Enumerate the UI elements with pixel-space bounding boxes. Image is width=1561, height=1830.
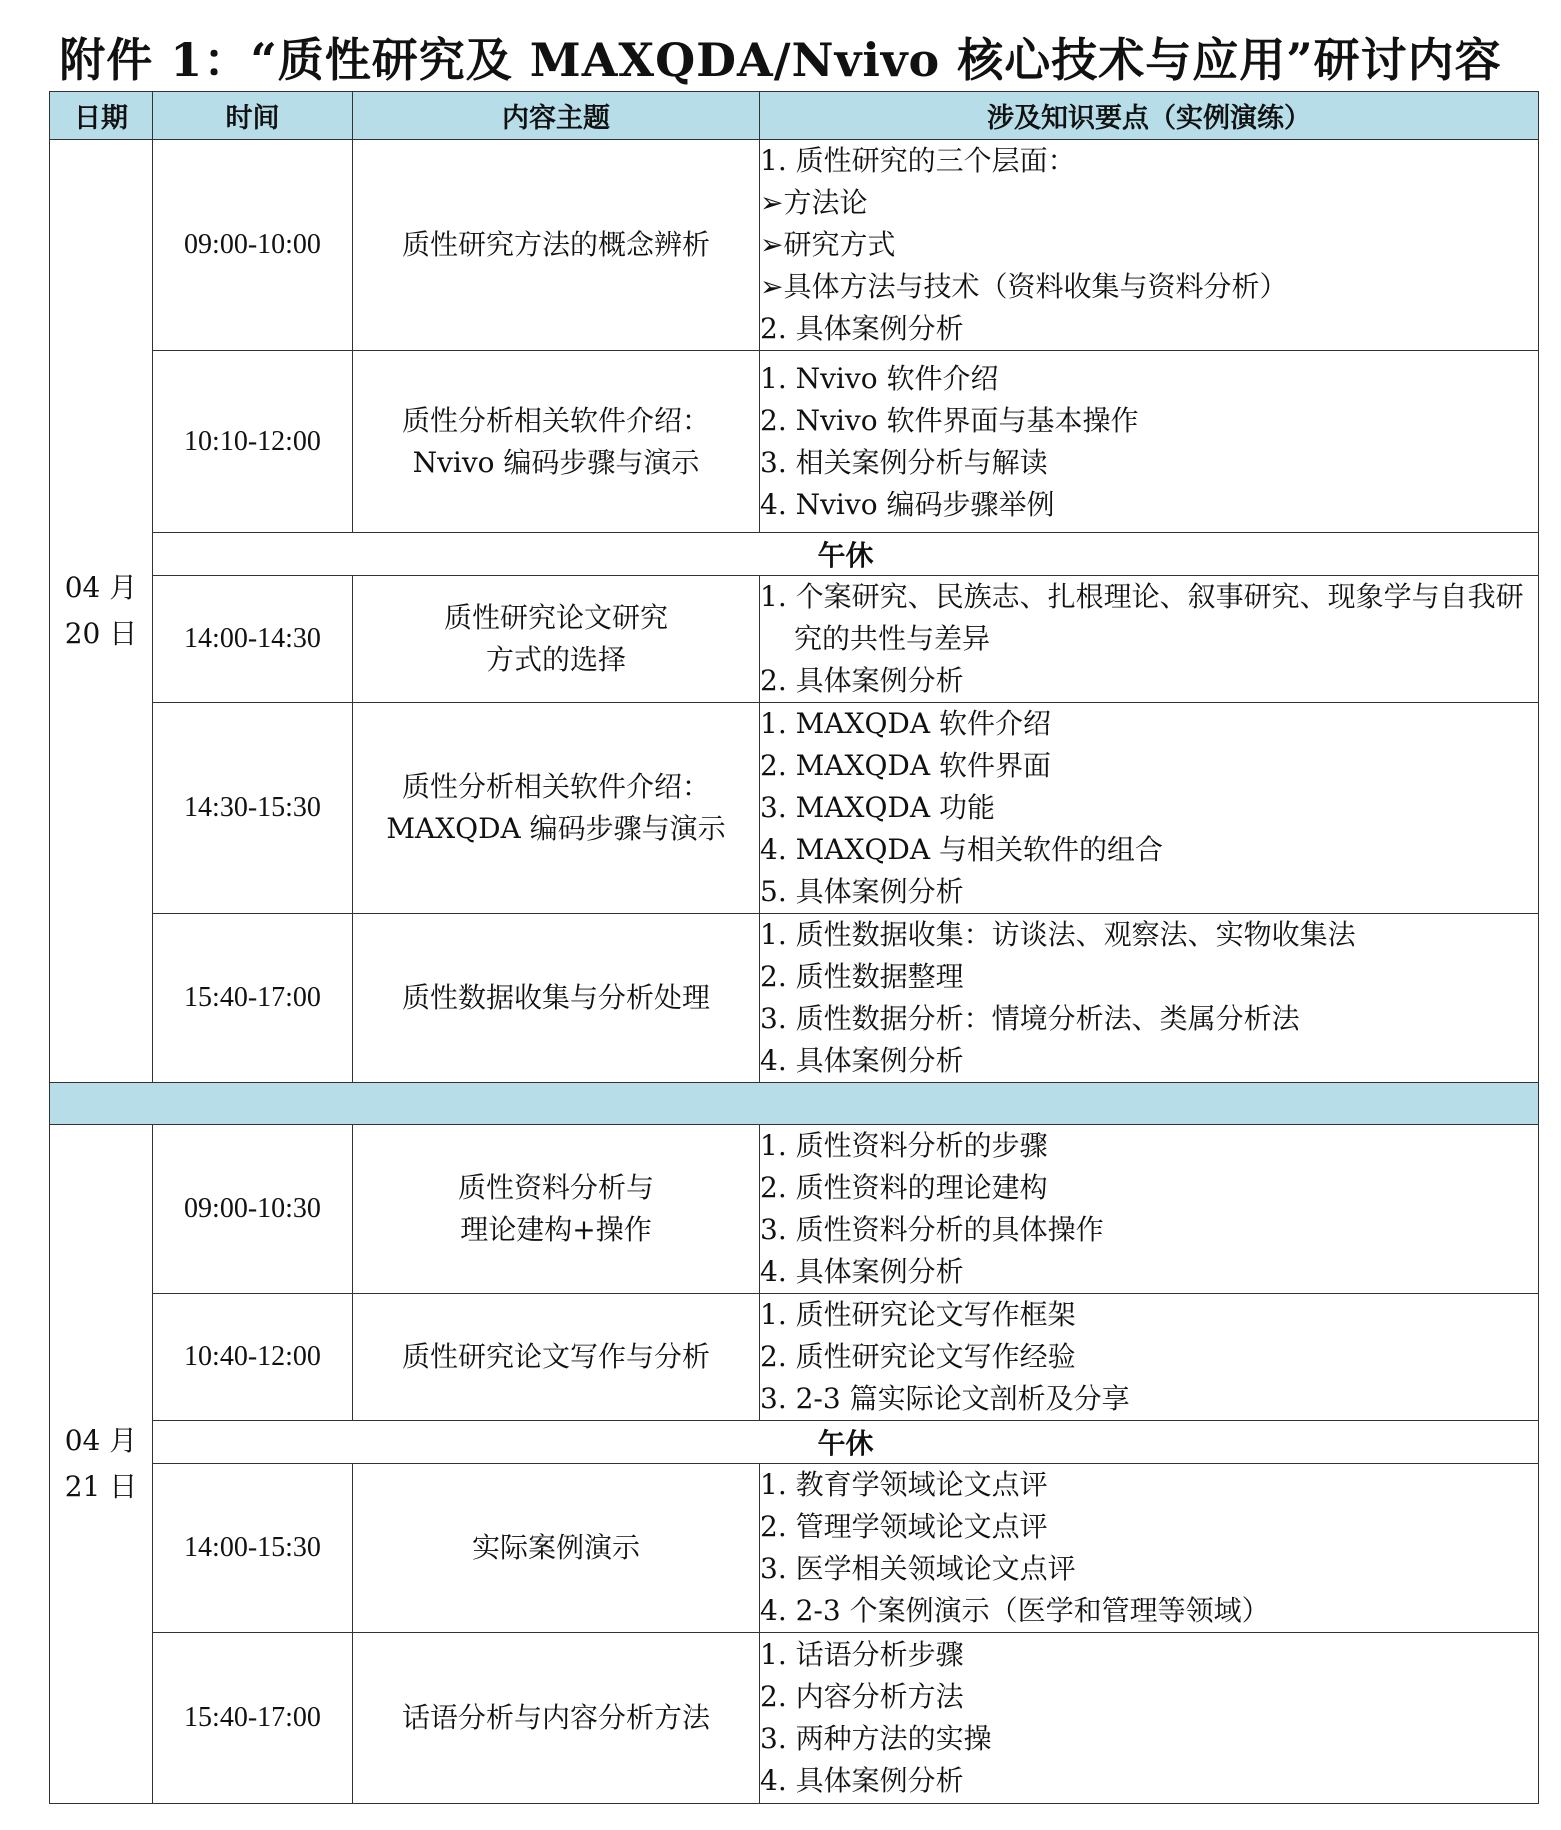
point-item: 4. 2-3 个案例演示（医学和管理等领域） [760,1594,1270,1627]
topic-line: 理论建构+操作 [460,1213,652,1246]
session-time: 09:00-10:30 [153,1125,353,1294]
session-points [760,1125,1539,1294]
header-date: 日期 [50,92,153,140]
session-points [760,576,1539,703]
topic-line: Nvivo 编码步骤与演示 [412,445,700,479]
point-item: 1. 个案研究、民族志、扎根理论、叙事研究、现象学与自我研究的共性与差异 [760,580,1524,655]
point-item: 4. 具体案例分析 [760,1044,964,1077]
point-item: 1. 教育学领域论文点评 [760,1468,1048,1501]
session-time: 09:00-10:00 [153,140,353,351]
point-item: 4. 具体案例分析 [760,1255,964,1288]
point-item: 1. 话语分析步骤 [760,1638,964,1671]
point-item: 3. 质性数据分析：情境分析法、类属分析法 [760,1002,1300,1035]
point-item: 3. 2-3 篇实际论文剖析及分享 [760,1382,1130,1415]
point-item: 4. MAXQDA 与相关软件的组合 [760,833,1163,866]
point-item: 3. 相关案例分析与解读 [760,445,1048,479]
break-row [50,1421,1539,1464]
topic-line: MAXQDA 编码步骤与演示 [386,812,726,845]
topic-line: 质性分析相关软件介绍： [401,770,710,803]
session-time: 10:10-12:00 [153,351,353,533]
lunch-break-label: 午休 [153,533,1539,576]
point-item: 1. Nvivo 软件介绍 [760,361,999,395]
session-time: 15:40-17:00 [153,1633,353,1804]
point-item: 3. 两种方法的实操 [760,1722,992,1755]
session-row [50,703,1539,914]
date-cell-day2 [50,1125,153,1804]
session-points [760,1294,1539,1421]
point-item: 3. 质性资料分析的具体操作 [760,1213,1104,1246]
topic-line: 质性资料分析与 [457,1171,654,1204]
point-item: 2. 质性数据整理 [760,960,964,993]
topic-line: 话语分析与内容分析方法 [401,1701,710,1734]
date-month: 04 月 [64,571,138,604]
point-item: 4. Nvivo 编码步骤举例 [760,487,1055,521]
session-row [50,576,1539,703]
session-time: 14:30-15:30 [153,703,353,914]
header-points: 涉及知识要点（实例演练） [760,92,1539,140]
session-points [760,1464,1539,1633]
point-item: 1. 质性研究论文写作框架 [760,1298,1076,1331]
header-row [50,92,1539,140]
session-time: 15:40-17:00 [153,914,353,1083]
session-topic [353,1125,760,1294]
header-time: 时间 [153,92,353,140]
point-item: 2. 质性资料的理论建构 [760,1171,1048,1204]
point-item: 1. 质性资料分析的步骤 [760,1129,1048,1162]
session-points [760,703,1539,914]
session-row [50,140,1539,351]
point-item: 4. 具体案例分析 [760,1764,964,1797]
session-topic [353,703,760,914]
session-points [760,140,1539,351]
page-title: 附件 1：“质性研究及 MAXQDA/Nvivo 核心技术与应用”研讨内容 [59,33,1502,87]
topic-line: 质性分析相关软件介绍： [401,403,710,437]
date-day: 21 日 [64,1470,138,1503]
session-points [760,914,1539,1083]
topic-line: 方式的选择 [485,643,626,676]
break-row [50,533,1539,576]
point-item: ➢方法论 [760,186,868,219]
session-row [50,1633,1539,1804]
session-row [50,351,1539,533]
date-month: 04 月 [64,1424,138,1457]
point-item: 2. MAXQDA 软件界面 [760,749,1051,782]
session-points [760,1633,1539,1804]
session-points [760,351,1539,533]
point-item: ➢具体方法与技术（资料收集与资料分析） [760,270,1288,303]
session-topic [353,1464,760,1633]
point-item: 2. 质性研究论文写作经验 [760,1340,1076,1373]
session-row [50,1294,1539,1421]
session-topic [353,1633,760,1804]
date-cell-day1 [50,140,153,1083]
point-item: 1. MAXQDA 软件介绍 [760,707,1051,740]
date-day: 20 日 [64,617,138,650]
session-topic [353,1294,760,1421]
topic-line: 质性研究方法的概念辨析 [401,228,710,261]
session-row [50,1464,1539,1633]
topic-line: 质性数据收集与分析处理 [401,981,710,1014]
session-time: 14:00-15:30 [153,1464,353,1633]
point-item: 2. 内容分析方法 [760,1680,964,1713]
point-item: 2. 具体案例分析 [760,664,964,697]
session-topic [353,351,760,533]
point-item: 5. 具体案例分析 [760,875,964,908]
point-item: 2. 具体案例分析 [760,312,964,345]
point-item: 2. Nvivo 软件界面与基本操作 [760,403,1139,437]
day-separator-row [50,1083,1539,1125]
session-topic [353,140,760,351]
lunch-break-label: 午休 [153,1421,1539,1464]
session-topic [353,576,760,703]
point-item: 3. 医学相关领域论文点评 [760,1552,1076,1585]
header-topic: 内容主题 [353,92,760,140]
day-separator [50,1083,1539,1125]
topic-line: 实际案例演示 [471,1531,640,1564]
session-time: 10:40-12:00 [153,1294,353,1421]
session-time: 14:00-14:30 [153,576,353,703]
point-item: 1. 质性数据收集：访谈法、观察法、实物收集法 [760,918,1356,951]
point-item: 1. 质性研究的三个层面： [760,144,1076,177]
session-topic [353,914,760,1083]
session-row [50,1125,1539,1294]
point-item: 2. 管理学领域论文点评 [760,1510,1048,1543]
schedule-table [49,91,1539,1804]
topic-line: 质性研究论文写作与分析 [401,1340,710,1373]
session-row [50,914,1539,1083]
point-item: 3. MAXQDA 功能 [760,791,995,824]
point-item: ➢研究方式 [760,228,896,261]
topic-line: 质性研究论文研究 [443,601,668,634]
